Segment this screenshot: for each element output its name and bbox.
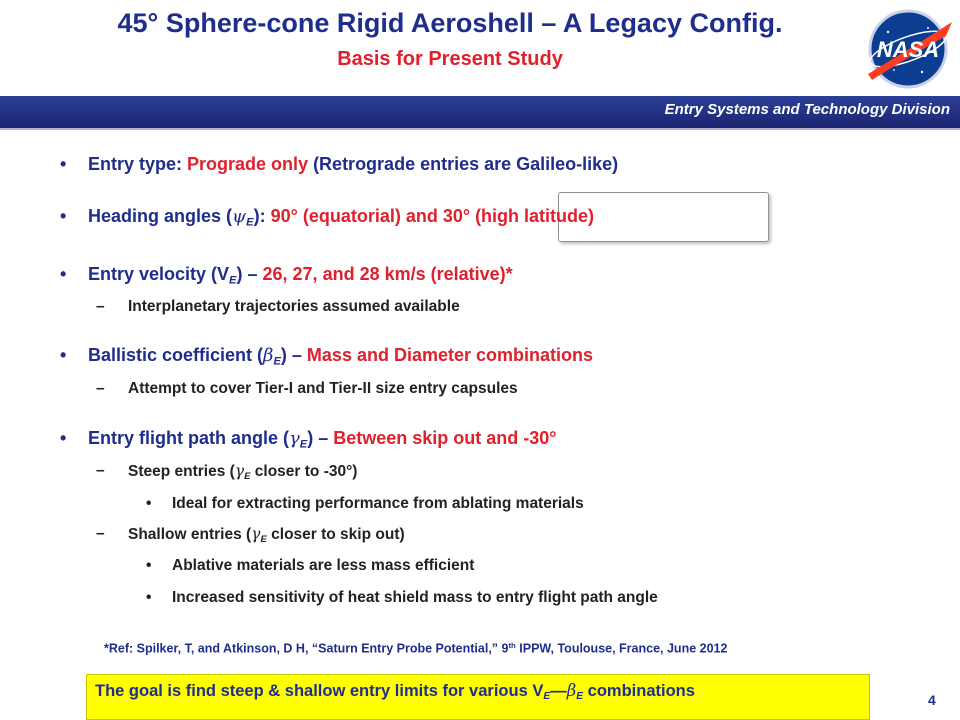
page-subtitle: Basis for Present Study	[337, 48, 563, 70]
bullet-ballistic-coefficient: • Ballistic coefficient $(\beta_E)$ – Mass and Diameter combinations	[60, 345, 593, 368]
sub-sub-bullet-ablative: • Ablative materials are less mass efficient	[146, 557, 475, 574]
sub-sub-bullet-sensitivity: • Increased sensitivity of heat shield mass to entry flight path angle	[146, 589, 658, 606]
page-title: 45° Sphere-cone Rigid Aeroshell – A Legacy Config.	[117, 8, 783, 38]
goal-text: The goal is find steep & shallow entry limits for various $V_E—\beta_E$ combinations	[95, 681, 695, 703]
bullet-heading-angles: • Heading angles $(\psi_E)$: 90° (equatorial) and 30° (high latitude)	[60, 206, 595, 229]
sub-bullet-trajectories: – Interplanetary trajectories assumed available	[96, 298, 460, 315]
bullet-flight-path-angle: • Entry flight path angle $(\gamma_E)$ – Between skip out and -30°	[60, 428, 557, 451]
division-name: Entry Systems and Technology Division	[664, 101, 950, 118]
sub-bullet-steep: – Steep entries ($\gamma_E$ closer to -30°)	[96, 462, 358, 482]
svg-text:NASA: NASA	[876, 37, 940, 62]
reference-note: *Ref: Spilker, T, and Atkinson, D H, “Saturn Entry Probe Potential,” 9th IPPW, Toulouse, France, June 2012	[104, 641, 728, 656]
sub-bullet-tier: – Attempt to cover Tier-I and Tier-II size entry capsules	[96, 380, 518, 397]
sub-bullet-shallow: – Shallow entries ($\gamma_E$ closer to skip out)	[96, 525, 405, 545]
goal-box	[86, 674, 870, 720]
bullet-entry-velocity: • Entry velocity $(V_E) - 26$, 27, and 28 km/s (relative)*	[60, 264, 513, 287]
sub-sub-bullet-ideal: • Ideal for extracting performance from ablating materials	[146, 495, 584, 512]
bullet-entry-type: • Entry type: Prograde only (Retrograde entries are Galileo-like)	[60, 154, 619, 174]
page-number: 4	[928, 692, 936, 708]
